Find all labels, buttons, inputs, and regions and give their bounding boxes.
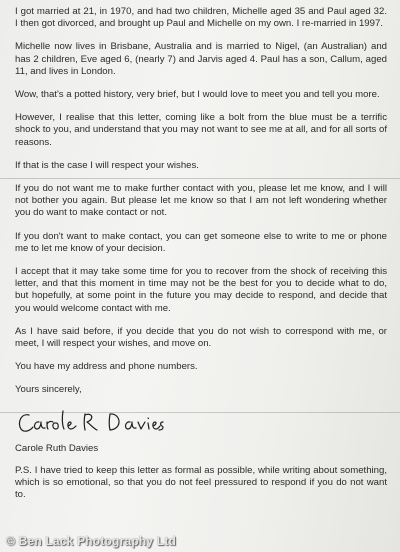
paragraph: As I have said before, if you decide that you do not wish to correspond with me, or meet, I will respect your wishes, and move on. bbox=[15, 325, 387, 350]
closing: Yours sincerely, bbox=[15, 384, 82, 396]
paragraph: However, I realise that this letter, coming like a bolt from the blue must be a terrific shock to you, and understand that you may not want to see me at all, and for all sorts of reasons. bbox=[15, 112, 387, 148]
paragraph: I got married at 21, in 1970, and had two children, Michelle aged 35 and Paul aged 32. I then got divorced, and brought up Paul and Michelle on my own. I re-married in 1997. bbox=[15, 6, 387, 30]
paragraph: I accept that it may take some time for you to recover from the shock of receiving this letter, and that this moment in time may not be the best for you to decide what to do, but hopefully, at some point in the future you may decide to respond, and decide that you would welcome contact with me. bbox=[15, 266, 387, 314]
handwritten-signature bbox=[15, 407, 165, 437]
paragraph: You have my address and phone numbers. bbox=[15, 361, 198, 373]
photo-credit-watermark: © Ben Lack Photography Ltd bbox=[6, 534, 177, 548]
paragraph: If that is the case I will respect your wishes. bbox=[15, 159, 199, 171]
postscript: P.S. I have tried to keep this letter as formal as possible, while writing about something, which is so emotional, so that you do not feel pressured to respond if you do not want to. bbox=[15, 464, 387, 501]
letter-body bbox=[15, 6, 387, 512]
paragraph: Michelle now lives in Brisbane, Australia and is married to Nigel, (an Australian) and has 2 children, Eve aged 6, (nearly 7) and Jarvis aged 4. Paul has a son, Callum, aged 11, and lives in London. bbox=[15, 41, 387, 77]
printed-name: Carole Ruth Davies bbox=[15, 442, 99, 454]
paragraph: Wow, that's a potted history, very brief, but I would love to meet you and tell you more. bbox=[15, 89, 380, 101]
paragraph: If you don't want to make contact, you can get someone else to write to me or phone me to let me know of your decision. bbox=[15, 230, 387, 254]
paragraph: If you do not want me to make further contact with you, please let me know, and I will not bother you again. But please let me know so that I am not left wondering whether you do want to make contact or not. bbox=[15, 183, 387, 219]
